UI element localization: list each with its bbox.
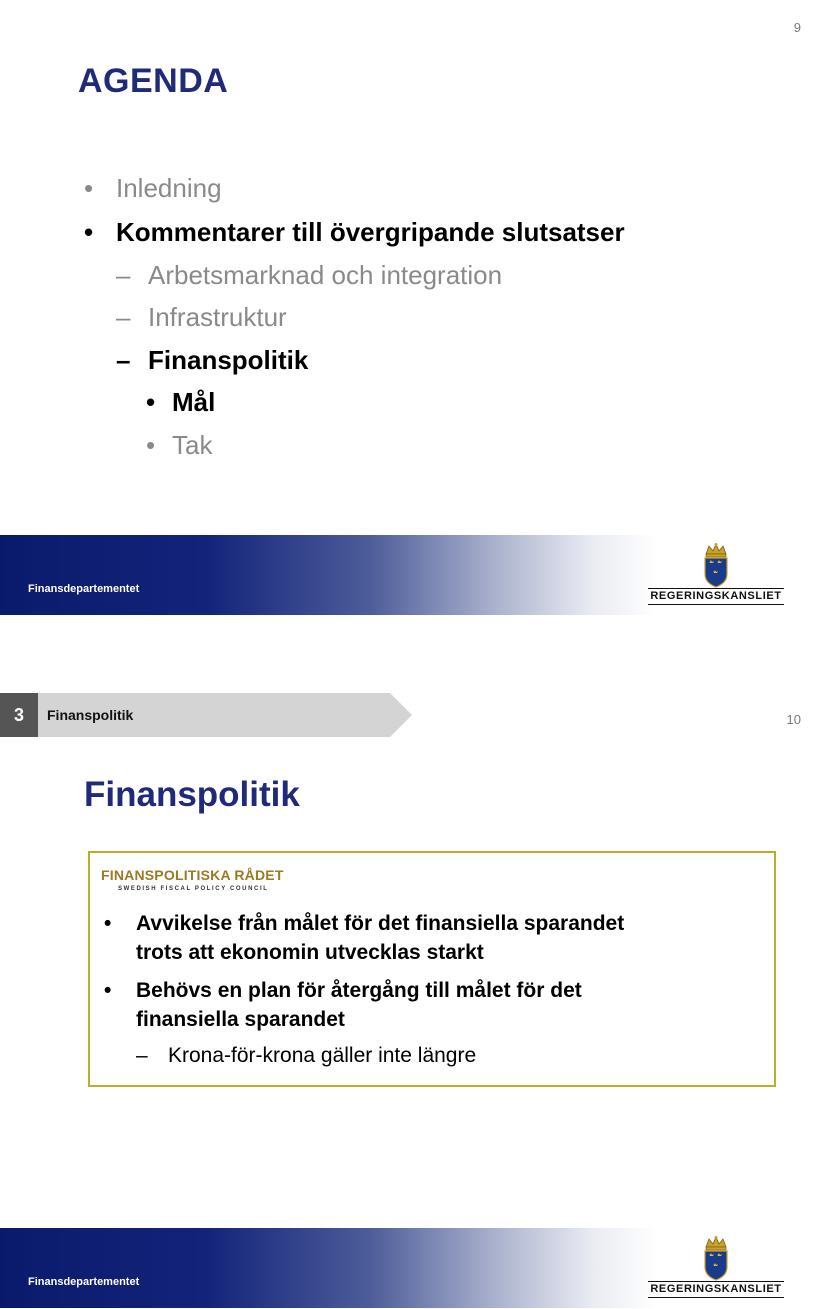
crown-shield-icon [648,1236,784,1282]
footer-department: Finansdepartementet [28,1276,140,1288]
box-item-line: Behövs en plan för återgång till målet för det [136,979,582,1002]
dash-marker: – [136,1044,148,1067]
page-number: 9 [793,20,801,35]
bullet-marker: • [84,217,94,247]
logo-wordmark: REGERINGSKANSLIET [650,590,782,602]
box-item-avvikelse [104,909,764,969]
agenda-item-label: Infrastruktur [148,302,287,332]
section-number: 3 [0,693,38,737]
finanspolitik-slide [0,655,821,1309]
regeringskansliet-logo [648,543,784,607]
regeringskansliet-logo [648,1236,784,1300]
council-logo-subtitle: SWEDISH FISCAL POLICY COUNCIL [118,886,269,892]
section-label: Finanspolitik [47,707,134,723]
page-number: 10 [786,712,801,727]
box-item-plan [104,976,764,1036]
fiscal-council-box [88,851,776,1087]
footer-department: Finansdepartementet [28,583,140,595]
dash-marker: – [116,302,131,332]
box-item-line: trots att ekonomin utvecklas starkt [136,941,484,964]
bullet-marker: • [104,979,112,1002]
agenda-item-label: Mål [172,387,216,417]
dash-marker: – [116,260,131,290]
agenda-item-label: Kommentarer till övergripande slutsatser [116,217,625,247]
agenda-item-label: Tak [172,430,213,460]
section-tab [0,693,412,737]
box-subitem-krona [136,1041,756,1071]
box-item-line: finansiella sparandet [136,1008,345,1031]
page-title: AGENDA [78,62,229,100]
footer-band [0,1228,821,1308]
logo-wordmark: REGERINGSKANSLIET [650,1283,782,1295]
agenda-item-label: Inledning [116,173,222,203]
dash-marker: – [116,345,131,375]
footer-band [0,535,821,615]
council-logo-name: FINANSPOLITISKA RÅDET [101,867,284,883]
agenda-item-label: Finanspolitik [148,345,309,375]
bullet-marker: • [104,912,112,935]
bullet-marker: • [146,430,156,460]
page-title: Finanspolitik [84,775,300,814]
crown-shield-icon [648,543,784,589]
bullet-marker: • [146,387,156,417]
agenda-item-label: Arbetsmarknad och integration [148,260,503,290]
box-item-line: Krona-för-krona gäller inte längre [168,1044,477,1067]
box-item-line: Avvikelse från målet för det finansiella sparandet [136,912,625,935]
bullet-marker: • [84,173,94,203]
